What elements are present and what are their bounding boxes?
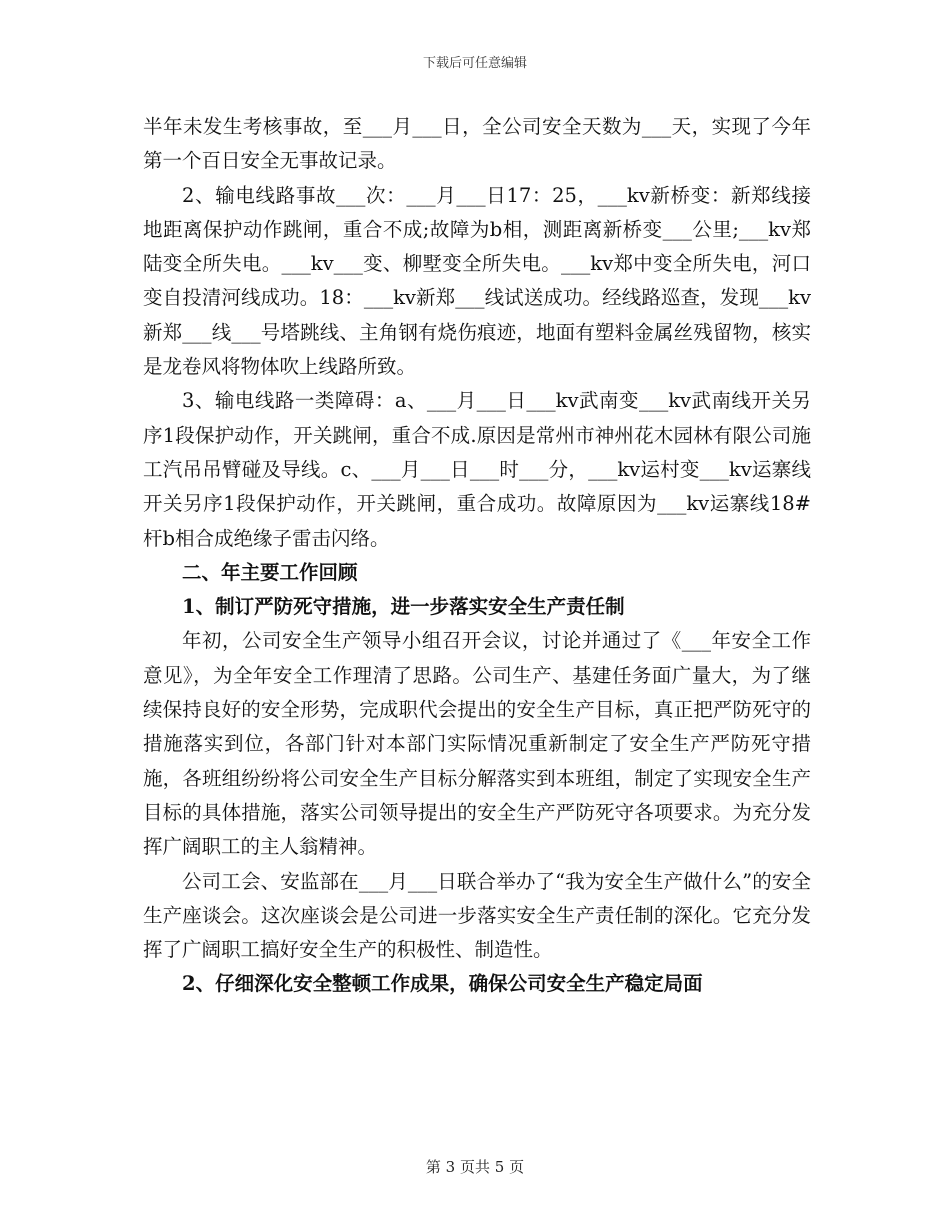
- paragraph-line-obstacle: 3、输电线路一类障碍：a、___月___日___kv武南变___kv武南线开关另序1段保护动作，开关跳闸，重合不成.原因是常州市神州花木园林有限公司施工汽吊吊臂碰及导线。c、___月___日___时___分，___kv运村变___kv运寨线开关另序1段保护动作，开关跳闸，重合成功。故障原因为___kv运寨线18#杆b相合成绝缘子雷击闪络。: [143, 389, 811, 550]
- section-heading-review: 二、年主要工作回顾: [182, 560, 358, 584]
- document-body: [143, 110, 811, 1002]
- paragraph-line-accident: 2、输电线路事故___次：___月___日17：25，___kv新桥变：新郑线接地距离保护动作跳闸，重合不成;故障为b相，测距离新桥变___公里;___kv郑陆变全所失电。___kv___变、柳墅变全所失电。___kv郑中变全所失电，河口变自投清河线成功。18：___kv新郑___线试送成功。经线路巡查，发现___kv新郑___线___号塔跳线、主角钢有烧伤痕迹，地面有塑料金属丝残留物，核实是龙卷风将物体吹上线路所致。: [143, 183, 811, 379]
- subsection-heading-2: 2、仔细深化安全整顿工作成果，确保公司安全生产稳定局面: [182, 972, 703, 996]
- paragraph-measures: 年初，公司安全生产领导小组召开会议，讨论并通过了《___年安全工作意见》，为全年安全工作理清了思路。公司生产、基建任务面广量大，为了继续保持良好的安全形势，完成职代会提出的安全生产目标，真正把严防死守的措施落实到位，各部门针对本部门实际情况重新制定了安全生产严防死守措施，各班组纷纷将公司安全生产目标分解落实到本班组，制定了实现安全生产目标的具体措施，落实公司领导提出的安全生产严防死守各项要求。为充分发挥广阔职工的主人翁精神。: [143, 629, 811, 859]
- page-header: 下载后可任意编辑: [422, 56, 527, 71]
- page-number: 第 3 页共 5 页: [425, 1158, 525, 1176]
- subsection-heading-1: 1、制订严防死守措施，进一步落实安全生产责任制: [182, 595, 625, 619]
- paragraph-union-meeting: 公司工会、安监部在___月___日联合举办了“我为安全生产做什么”的安全生产座谈会。这次座谈会是公司进一步落实安全生产责任制的深化。它充分发挥了广阔职工搞好安全生产的积极性、制造性。: [143, 869, 811, 962]
- paragraph-continuation: 半年未发生考核事故，至___月___日，全公司安全天数为___天，实现了今年第一个百日安全无事故记录。: [143, 115, 811, 173]
